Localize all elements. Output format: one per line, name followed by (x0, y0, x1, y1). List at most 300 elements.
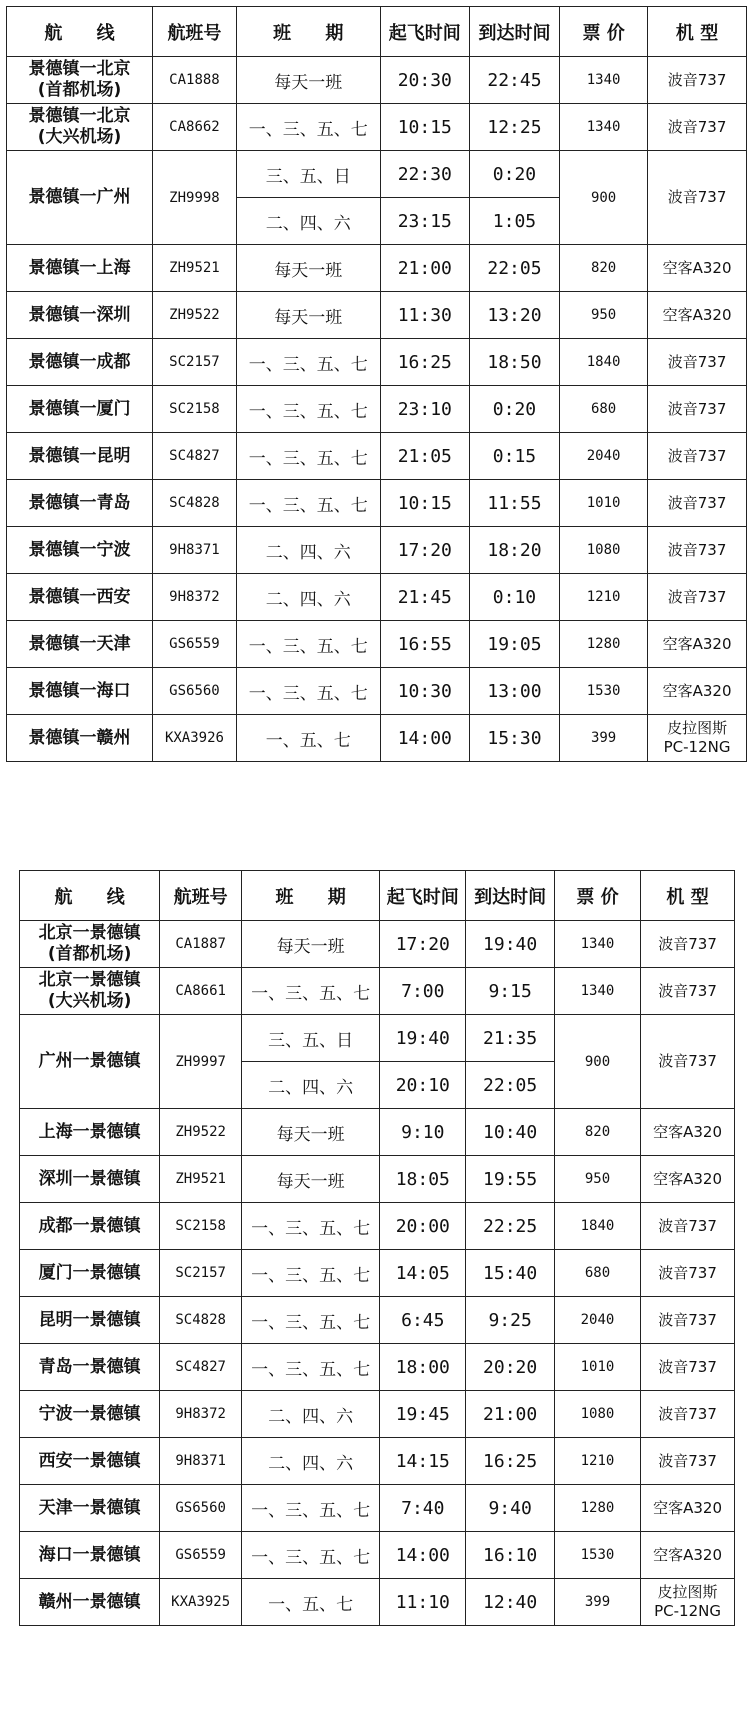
schedule-cell: 二、四、六 (236, 198, 380, 245)
depart-time-cell: 14:00 (380, 715, 469, 762)
flight-number-cell: CA1887 (160, 921, 242, 968)
arrive-time-cell: 15:40 (466, 1250, 554, 1297)
table-row (7, 151, 747, 198)
depart-time-cell: 7:00 (380, 968, 466, 1015)
price-cell: 1530 (554, 1532, 640, 1579)
route-line: (首都机场) (47, 944, 132, 964)
price-cell: 399 (560, 715, 648, 762)
depart-time-cell: 6:45 (380, 1297, 466, 1344)
table-row (20, 1297, 735, 1344)
table-row (20, 968, 735, 1015)
route-line: 景德镇一北京 (28, 106, 131, 126)
schedule-cell: 一、三、五、七 (236, 386, 380, 433)
price-cell: 680 (554, 1250, 640, 1297)
depart-time-cell: 14:00 (380, 1532, 466, 1579)
header-aircraft: 机 型 (641, 871, 735, 921)
route-line: 西安一景德镇 (38, 1450, 141, 1471)
price-cell: 1530 (560, 668, 648, 715)
aircraft-cell (641, 1203, 735, 1250)
aircraft-line: 波音737 (658, 1263, 717, 1282)
price-cell: 1080 (560, 527, 648, 574)
flight-number-cell: CA8661 (160, 968, 242, 1015)
depart-time-cell: 10:15 (380, 480, 469, 527)
flight-number-cell: 9H8371 (153, 527, 237, 574)
arrive-time-cell: 11:55 (469, 480, 559, 527)
arrive-time-cell: 22:25 (466, 1203, 554, 1250)
arrive-time-cell: 9:25 (466, 1297, 554, 1344)
route-cell (20, 1015, 160, 1109)
price-cell: 2040 (554, 1297, 640, 1344)
route-line: (大兴机场) (37, 127, 122, 147)
header-flight: 航班号 (160, 871, 242, 921)
arrive-time-cell: 0:20 (469, 386, 559, 433)
route-line: 景德镇一广州 (28, 187, 131, 207)
arrive-time-cell: 0:15 (469, 433, 559, 480)
depart-time-cell: 10:30 (380, 668, 469, 715)
flight-number-cell: ZH9521 (153, 245, 237, 292)
route-line: 景德镇一昆明 (28, 445, 131, 466)
arrive-time-cell: 16:10 (466, 1532, 554, 1579)
arrive-time-cell: 9:15 (466, 968, 554, 1015)
route-line: 景德镇一深圳 (28, 304, 131, 325)
schedule-cell: 一、三、五、七 (236, 339, 380, 386)
header-schedule: 班 期 (242, 871, 380, 921)
aircraft-cell (641, 968, 735, 1015)
flight-number-cell: SC4827 (160, 1344, 242, 1391)
flight-number-cell: ZH9521 (160, 1156, 242, 1203)
price-cell: 1340 (554, 968, 640, 1015)
header-depart: 起飞时间 (380, 871, 466, 921)
price-cell: 1210 (560, 574, 648, 621)
route-cell (20, 1203, 160, 1250)
aircraft-cell (641, 1297, 735, 1344)
route-line: 景德镇一西安 (28, 586, 131, 607)
table-row (20, 1203, 735, 1250)
route-line: 海口一景德镇 (38, 1544, 141, 1565)
schedule-cell: 一、三、五、七 (242, 1344, 380, 1391)
schedule-cell: 三、五、日 (242, 1015, 380, 1062)
schedule-cell: 一、三、五、七 (242, 1203, 380, 1250)
aircraft-cell (641, 1015, 735, 1109)
flight-number-cell: SC2157 (160, 1250, 242, 1297)
aircraft-line: 空客A320 (653, 1498, 723, 1517)
depart-time-cell: 23:10 (380, 386, 469, 433)
route-cell (20, 1438, 160, 1485)
flight-number-cell: CA8662 (153, 104, 237, 151)
table-row (20, 1391, 735, 1438)
table-row (20, 1156, 735, 1203)
inbound-schedule-table (19, 870, 735, 1626)
aircraft-line: 波音737 (658, 1404, 717, 1423)
route-line: 成都一景德镇 (38, 1215, 141, 1236)
aircraft-line: 空客A320 (662, 681, 732, 700)
aircraft-line: 空客A320 (653, 1122, 723, 1141)
route-line: 北京一景德镇 (38, 923, 141, 943)
depart-time-cell: 17:20 (380, 921, 466, 968)
header-price: 票 价 (560, 7, 648, 57)
table-row (7, 433, 747, 480)
route-cell (7, 104, 153, 151)
header-schedule: 班 期 (236, 7, 380, 57)
table-row (20, 1109, 735, 1156)
route-cell (7, 574, 153, 621)
schedule-cell: 二、四、六 (242, 1062, 380, 1109)
aircraft-line: 波音737 (667, 352, 727, 371)
depart-time-cell: 18:05 (380, 1156, 466, 1203)
flight-number-cell: GS6559 (160, 1532, 242, 1579)
header-row (7, 7, 747, 57)
flight-number-cell: ZH9998 (153, 151, 237, 245)
aircraft-cell (648, 527, 747, 574)
flight-number-cell: GS6559 (153, 621, 237, 668)
depart-time-cell: 20:30 (380, 57, 469, 104)
aircraft-line: 空客A320 (662, 634, 732, 653)
aircraft-cell (648, 339, 747, 386)
table-row (20, 1532, 735, 1579)
aircraft-cell (648, 57, 747, 104)
table-row (7, 715, 747, 762)
depart-time-cell: 18:00 (380, 1344, 466, 1391)
depart-time-cell: 14:15 (380, 1438, 466, 1485)
aircraft-line: 波音737 (658, 1310, 717, 1329)
arrive-time-cell: 21:35 (466, 1015, 554, 1062)
route-line: 天津一景德镇 (38, 1497, 141, 1518)
aircraft-line: 波音737 (658, 1357, 717, 1376)
depart-time-cell: 16:55 (380, 621, 469, 668)
price-cell: 900 (560, 151, 648, 245)
route-cell (7, 480, 153, 527)
route-line: 青岛一景德镇 (38, 1356, 141, 1377)
flight-number-cell: GS6560 (153, 668, 237, 715)
arrive-time-cell: 13:00 (469, 668, 559, 715)
arrive-time-cell: 15:30 (469, 715, 559, 762)
depart-time-cell: 21:05 (380, 433, 469, 480)
schedule-cell: 每天一班 (236, 245, 380, 292)
depart-time-cell: 11:10 (380, 1579, 466, 1626)
price-cell: 1010 (560, 480, 648, 527)
flight-number-cell: KXA3926 (153, 715, 237, 762)
table-row (20, 1579, 735, 1626)
route-cell (20, 1156, 160, 1203)
schedule-cell: 每天一班 (236, 57, 380, 104)
depart-time-cell: 14:05 (380, 1250, 466, 1297)
route-line: 景德镇一海口 (28, 680, 131, 701)
aircraft-line: 空客A320 (653, 1545, 723, 1564)
table-row (7, 386, 747, 433)
aircraft-cell (648, 668, 747, 715)
route-line: 广州一景德镇 (38, 1051, 141, 1071)
route-cell (7, 57, 153, 104)
route-cell (20, 968, 160, 1015)
route-cell (7, 339, 153, 386)
table-row (20, 921, 735, 968)
flight-number-cell: 9H8372 (160, 1391, 242, 1438)
route-line: 宁波一景德镇 (38, 1403, 141, 1424)
table-row (7, 480, 747, 527)
aircraft-cell (648, 480, 747, 527)
aircraft-cell (641, 1485, 735, 1532)
price-cell: 1210 (554, 1438, 640, 1485)
aircraft-line: 波音737 (658, 1451, 717, 1470)
table-row (7, 527, 747, 574)
route-cell (7, 292, 153, 339)
route-line: 景德镇一天津 (28, 633, 131, 654)
route-line: 景德镇一宁波 (28, 539, 131, 560)
aircraft-line: 波音737 (667, 188, 727, 206)
flight-number-cell: SC4827 (153, 433, 237, 480)
flight-number-cell: SC2158 (160, 1203, 242, 1250)
table-row (20, 1438, 735, 1485)
aircraft-line: 皮拉图斯 (667, 719, 728, 737)
header-price: 票 价 (554, 871, 640, 921)
price-cell: 950 (560, 292, 648, 339)
route-line: 赣州一景德镇 (38, 1591, 141, 1612)
schedule-cell: 二、四、六 (236, 527, 380, 574)
flight-number-cell: KXA3925 (160, 1579, 242, 1626)
route-line: (大兴机场) (47, 991, 132, 1011)
depart-time-cell: 21:45 (380, 574, 469, 621)
table-row (7, 245, 747, 292)
route-cell (20, 1579, 160, 1626)
header-row (20, 871, 735, 921)
aircraft-line: 波音737 (658, 1216, 717, 1235)
aircraft-line: 波音737 (667, 70, 727, 89)
aircraft-line: 波音737 (667, 493, 727, 512)
route-cell (20, 1297, 160, 1344)
route-line: (首都机场) (37, 80, 122, 100)
table-row (7, 668, 747, 715)
header-aircraft: 机 型 (648, 7, 747, 57)
route-cell (7, 151, 153, 245)
table-row (20, 1344, 735, 1391)
schedule-cell: 一、三、五、七 (242, 1485, 380, 1532)
price-cell: 1340 (560, 57, 648, 104)
arrive-time-cell: 19:55 (466, 1156, 554, 1203)
route-cell (20, 1344, 160, 1391)
table-row (7, 339, 747, 386)
flight-number-cell: GS6560 (160, 1485, 242, 1532)
header-depart: 起飞时间 (380, 7, 469, 57)
route-line: 北京一景德镇 (38, 970, 141, 990)
arrive-time-cell: 22:45 (469, 57, 559, 104)
aircraft-line: 波音737 (667, 540, 727, 559)
table-row (7, 292, 747, 339)
aircraft-cell (641, 1391, 735, 1438)
aircraft-cell (641, 1344, 735, 1391)
price-cell: 820 (560, 245, 648, 292)
route-cell (20, 1391, 160, 1438)
arrive-time-cell: 12:40 (466, 1579, 554, 1626)
arrive-time-cell: 22:05 (466, 1062, 554, 1109)
aircraft-cell (648, 621, 747, 668)
depart-time-cell: 20:10 (380, 1062, 466, 1109)
schedule-cell: 一、三、五、七 (242, 1532, 380, 1579)
arrive-time-cell: 0:10 (469, 574, 559, 621)
aircraft-cell (648, 433, 747, 480)
schedule-cell: 一、五、七 (242, 1579, 380, 1626)
aircraft-cell (641, 1532, 735, 1579)
price-cell: 680 (560, 386, 648, 433)
aircraft-line: PC-12NG (654, 1602, 721, 1620)
header-route: 航 线 (20, 871, 160, 921)
arrive-time-cell: 21:00 (466, 1391, 554, 1438)
aircraft-cell (648, 151, 747, 245)
route-cell (7, 433, 153, 480)
aircraft-line: 波音737 (667, 399, 727, 418)
depart-time-cell: 19:40 (380, 1015, 466, 1062)
aircraft-line: 波音737 (658, 1052, 717, 1070)
route-cell (7, 527, 153, 574)
flight-number-cell: CA1888 (153, 57, 237, 104)
flight-number-cell: ZH9522 (160, 1109, 242, 1156)
schedule-cell: 每天一班 (242, 1109, 380, 1156)
price-cell: 950 (554, 1156, 640, 1203)
flight-number-cell: SC4828 (153, 480, 237, 527)
header-arrive: 到达时间 (469, 7, 559, 57)
schedule-cell: 二、四、六 (236, 574, 380, 621)
aircraft-line: 波音737 (667, 446, 727, 465)
table-row (20, 1015, 735, 1062)
flight-number-cell: SC2157 (153, 339, 237, 386)
price-cell: 1840 (554, 1203, 640, 1250)
price-cell: 900 (554, 1015, 640, 1109)
arrive-time-cell: 13:20 (469, 292, 559, 339)
arrive-time-cell: 19:40 (466, 921, 554, 968)
aircraft-line: 波音737 (667, 117, 727, 136)
route-cell (7, 621, 153, 668)
schedule-cell: 二、四、六 (242, 1438, 380, 1485)
price-cell: 1840 (560, 339, 648, 386)
aircraft-cell (648, 104, 747, 151)
price-cell: 1010 (554, 1344, 640, 1391)
price-cell: 1340 (554, 921, 640, 968)
header-route: 航 线 (7, 7, 153, 57)
route-line: 上海一景德镇 (38, 1121, 141, 1142)
arrive-time-cell: 12:25 (469, 104, 559, 151)
aircraft-line: 空客A320 (662, 305, 732, 324)
route-cell (20, 1485, 160, 1532)
depart-time-cell: 16:25 (380, 339, 469, 386)
schedule-cell: 一、三、五、七 (236, 104, 380, 151)
depart-time-cell: 21:00 (380, 245, 469, 292)
depart-time-cell: 7:40 (380, 1485, 466, 1532)
schedule-cell: 一、三、五、七 (236, 480, 380, 527)
schedule-cell: 一、三、五、七 (236, 433, 380, 480)
aircraft-cell (648, 715, 747, 762)
route-cell (20, 921, 160, 968)
schedule-cell: 每天一班 (236, 292, 380, 339)
arrive-time-cell: 0:20 (469, 151, 559, 198)
outbound-schedule-table (6, 6, 747, 762)
table-row (7, 621, 747, 668)
aircraft-cell (648, 292, 747, 339)
schedule-cell: 二、四、六 (242, 1391, 380, 1438)
schedule-cell: 三、五、日 (236, 151, 380, 198)
table-row (20, 1250, 735, 1297)
price-cell: 820 (554, 1109, 640, 1156)
route-cell (7, 245, 153, 292)
schedule-cell: 一、三、五、七 (236, 621, 380, 668)
depart-time-cell: 10:15 (380, 104, 469, 151)
arrive-time-cell: 19:05 (469, 621, 559, 668)
aircraft-line: 空客A320 (662, 258, 732, 277)
route-line: 景德镇一青岛 (28, 492, 131, 513)
flight-number-cell: ZH9997 (160, 1015, 242, 1109)
flight-number-cell: 9H8371 (160, 1438, 242, 1485)
arrive-time-cell: 18:20 (469, 527, 559, 574)
route-cell (20, 1250, 160, 1297)
aircraft-cell (641, 1438, 735, 1485)
route-line: 厦门一景德镇 (38, 1262, 141, 1283)
route-cell (7, 386, 153, 433)
table-row (7, 574, 747, 621)
aircraft-line: PC-12NG (663, 738, 731, 756)
aircraft-line: 波音737 (658, 981, 717, 1000)
route-line: 景德镇一厦门 (28, 398, 131, 419)
price-cell: 1280 (554, 1485, 640, 1532)
route-cell (20, 1532, 160, 1579)
arrive-time-cell: 22:05 (469, 245, 559, 292)
header-arrive: 到达时间 (466, 871, 554, 921)
flight-number-cell: SC4828 (160, 1297, 242, 1344)
route-line: 景德镇一赣州 (28, 727, 131, 748)
arrive-time-cell: 10:40 (466, 1109, 554, 1156)
route-cell (7, 715, 153, 762)
header-flight: 航班号 (153, 7, 237, 57)
schedule-cell: 每天一班 (242, 921, 380, 968)
depart-time-cell: 17:20 (380, 527, 469, 574)
depart-time-cell: 22:30 (380, 151, 469, 198)
price-cell: 2040 (560, 433, 648, 480)
depart-time-cell: 11:30 (380, 292, 469, 339)
aircraft-cell (648, 386, 747, 433)
route-line: 昆明一景德镇 (38, 1309, 141, 1330)
schedule-cell: 每天一班 (242, 1156, 380, 1203)
aircraft-cell (641, 1156, 735, 1203)
table-row (7, 57, 747, 104)
arrive-time-cell: 1:05 (469, 198, 559, 245)
arrive-time-cell: 18:50 (469, 339, 559, 386)
schedule-cell: 一、五、七 (236, 715, 380, 762)
arrive-time-cell: 16:25 (466, 1438, 554, 1485)
route-line: 深圳一景德镇 (38, 1168, 141, 1189)
price-cell: 1340 (560, 104, 648, 151)
flight-number-cell: 9H8372 (153, 574, 237, 621)
aircraft-cell (641, 1250, 735, 1297)
flight-number-cell: SC2158 (153, 386, 237, 433)
route-line: 景德镇一成都 (28, 351, 131, 372)
arrive-time-cell: 20:20 (466, 1344, 554, 1391)
arrive-time-cell: 9:40 (466, 1485, 554, 1532)
flight-number-cell: ZH9522 (153, 292, 237, 339)
route-line: 景德镇一上海 (28, 257, 131, 278)
table-row (20, 1485, 735, 1532)
aircraft-cell (648, 574, 747, 621)
depart-time-cell: 23:15 (380, 198, 469, 245)
price-cell: 1080 (554, 1391, 640, 1438)
aircraft-line: 波音737 (667, 587, 727, 606)
schedule-cell: 一、三、五、七 (236, 668, 380, 715)
depart-time-cell: 9:10 (380, 1109, 466, 1156)
aircraft-cell (641, 1109, 735, 1156)
price-cell: 399 (554, 1579, 640, 1626)
aircraft-cell (648, 245, 747, 292)
route-cell (7, 668, 153, 715)
price-cell: 1280 (560, 621, 648, 668)
route-line: 景德镇一北京 (28, 59, 131, 79)
schedule-cell: 一、三、五、七 (242, 1297, 380, 1344)
schedule-cell: 一、三、五、七 (242, 1250, 380, 1297)
